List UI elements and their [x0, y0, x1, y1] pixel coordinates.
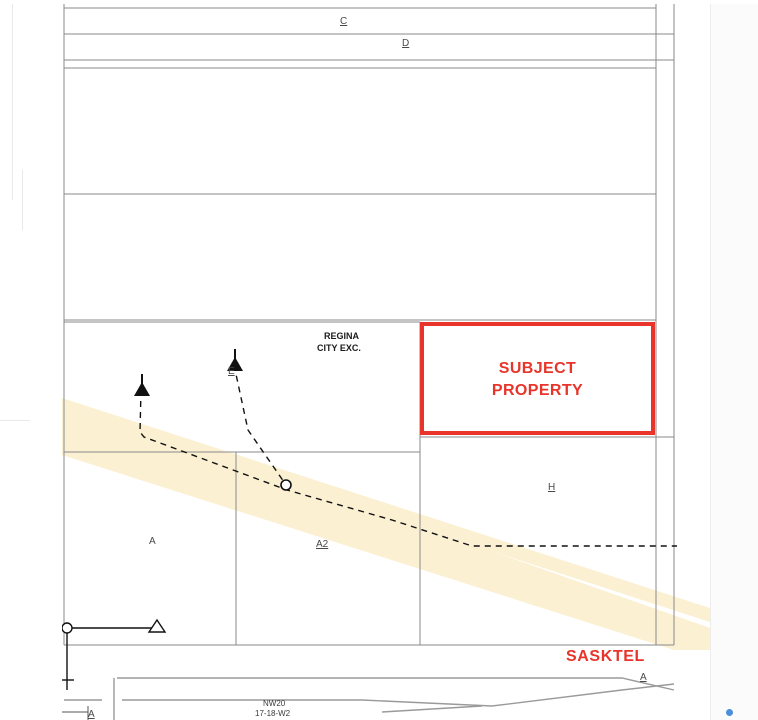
page-edge-line-3	[0, 420, 30, 421]
map-canvas[interactable]	[62, 0, 710, 720]
page-edge-line-2	[22, 170, 23, 230]
right-gutter	[710, 0, 758, 720]
parcel-label-d: D	[402, 38, 410, 49]
top-white-strip	[0, 0, 758, 4]
bottom-map-fragment	[64, 678, 674, 720]
regina-city-exc-line2: CITY EXC.	[317, 343, 361, 353]
parcel-label-e: E	[228, 366, 235, 377]
bottom-map-fragment-dark	[62, 706, 88, 720]
parcel-label-a-left: A	[149, 536, 156, 547]
survey-node-circle	[281, 480, 291, 490]
parcel-label-c: C	[340, 16, 348, 27]
parcel-label-a-bottom-right: A	[640, 672, 647, 683]
subject-property-label-line1: SUBJECT	[498, 360, 577, 377]
parcel-label-a-bottom-left: A	[88, 709, 95, 720]
parcel-label-h: H	[548, 482, 556, 493]
subject-property-label-line2: PROPERTY	[491, 382, 584, 399]
scroll-indicator-dot[interactable]	[726, 709, 733, 716]
page-edge-line-1	[12, 0, 13, 200]
page-left-margin	[0, 0, 63, 720]
regina-city-exc-line1: REGINA	[324, 331, 360, 341]
quarter-section-label-line2: 17-18-W2	[255, 709, 291, 718]
tower-symbol-left	[134, 374, 150, 396]
quarter-section-label-line1: NW20	[263, 699, 286, 708]
sasktel-label: SASKTEL	[566, 648, 645, 665]
parcel-label-a2: A2	[316, 539, 329, 550]
